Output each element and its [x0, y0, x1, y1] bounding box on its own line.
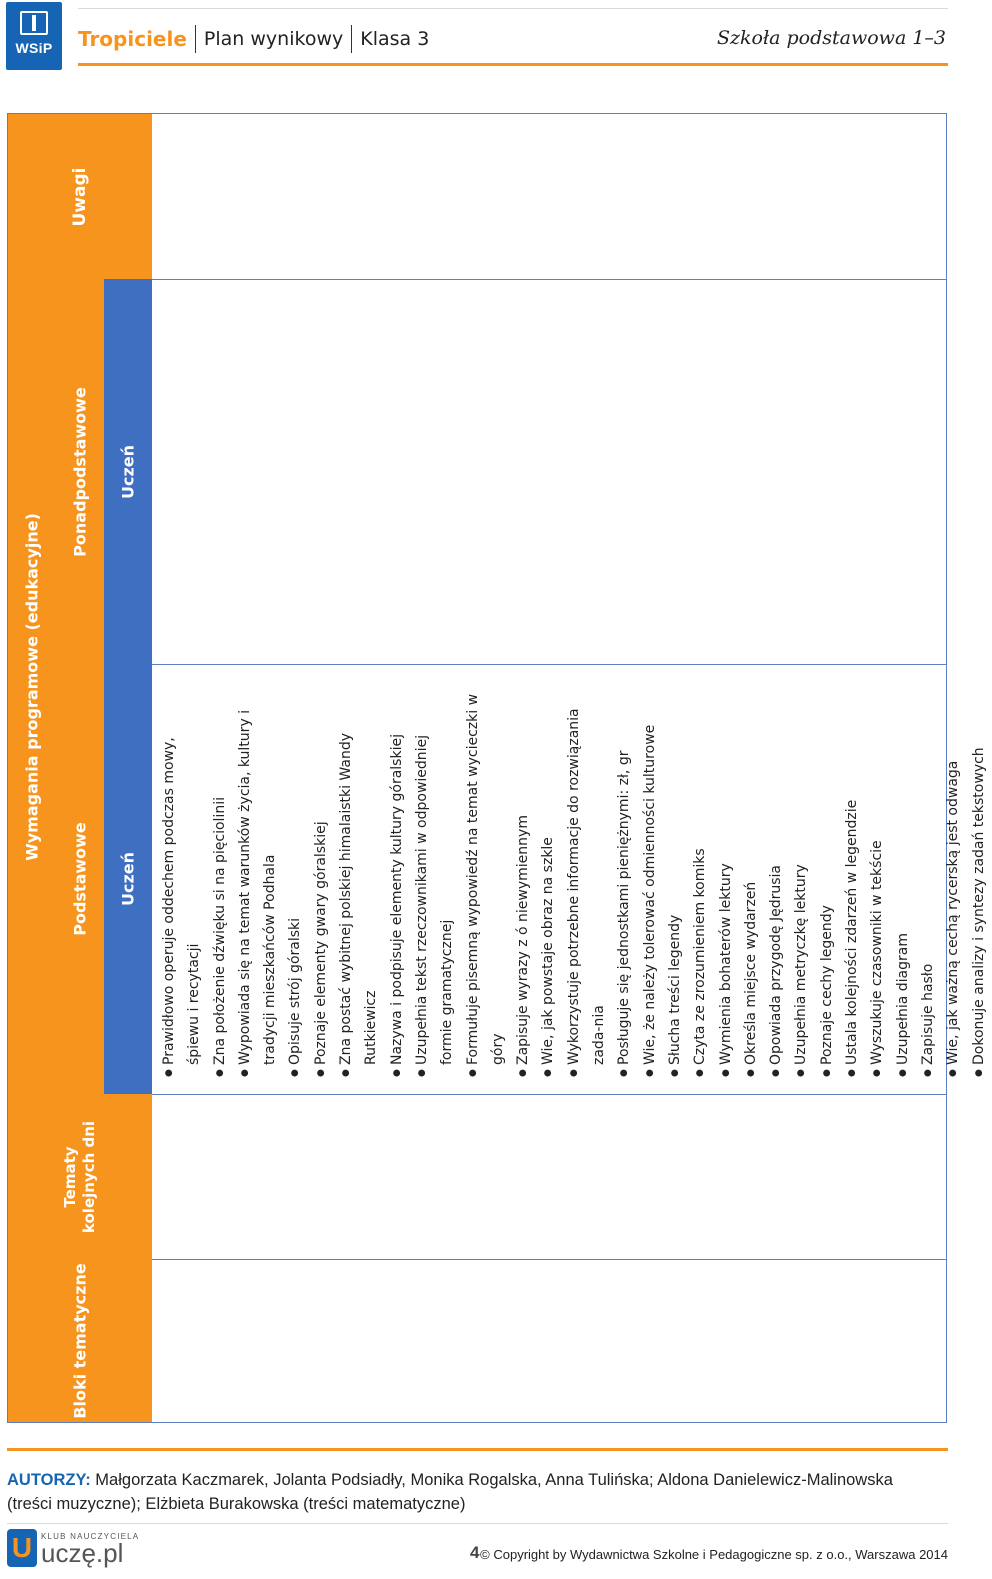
list-item: ● Zna postać wybitnej polskiej himalaistki Wandy Rutkiewicz [334, 687, 385, 1077]
list-item: ● Czyta ze zrozumieniem komiks [688, 687, 713, 1077]
list-item: ● Określa miejsce wydarzeń [739, 687, 764, 1077]
row-divider [152, 1259, 947, 1260]
list-item: ● Wypowiada się na temat warunków życia, kultury i tradycji mieszkańców Podhala [233, 687, 284, 1077]
list-item: ● Uzupełnia diagram [891, 687, 916, 1077]
u-logo-icon: U [7, 1529, 37, 1567]
list-item: ● Wyszukuje czasowniki w tekście [865, 687, 890, 1077]
list-item: ● Uzupełnia tekst rzeczownikami w odpowiedniej formie gramatycznej [410, 687, 461, 1077]
header-podstawowe-label: Podstawowe [70, 822, 90, 936]
list-item: ● Dokonuje analizy i syntezy zadań tekstowych [967, 687, 992, 1077]
klub-big: uczę.pl [41, 1537, 124, 1568]
header-uczen-ponad-label: Uczeń [118, 444, 138, 499]
footer-rule-thin [7, 1523, 948, 1524]
list-item: ● Słucha treści legendy [663, 687, 688, 1077]
class-label: Klasa 3 [360, 28, 430, 50]
footer-rule [7, 1448, 948, 1451]
list-item: ● Nazywa i podpisuje elementy kultury góralskiej [385, 687, 410, 1077]
header-uczen-podst-label: Uczeń [118, 851, 138, 907]
list-item: ● Posługuje się jednostkami pieniężnymi: zł, gr [612, 687, 637, 1077]
row-divider [152, 1094, 947, 1095]
logo-text: WSiP [15, 40, 53, 56]
list-item: ● Zna położenie dźwięku si na pięciolinii [208, 687, 233, 1077]
brand-name: Tropiciele [78, 27, 187, 51]
header-ponadpodstawowe-label: Ponadpodstawowe [70, 386, 90, 557]
header-bloki [8, 1259, 152, 1422]
list-item: ● Formułuje pisemną wypowiedź na temat wycieczki w góry [461, 687, 512, 1077]
divider [351, 25, 352, 53]
document-subtitle: Plan wynikowy [203, 28, 344, 50]
list-item: ● Ustala kolejności zdarzeń w legendzie [840, 687, 865, 1077]
divider [195, 25, 196, 53]
list-item: ● Wymienia bohaterów lektury [714, 687, 739, 1077]
header-title [78, 25, 429, 53]
header-wymagania-label: Wymagania programowe (edukacyjne) [22, 512, 42, 861]
book-icon [20, 11, 48, 35]
list-item: ● Poznaje elementy gwary góralskiej [309, 687, 334, 1077]
list-item: ● Wie, jak ważną cechą rycerską jest odwaga [941, 687, 966, 1077]
wsip-logo [6, 2, 62, 70]
list-item: ● Wykorzystuje potrzebne informacje do rozwiązania zada-nia [562, 687, 613, 1077]
authors [7, 1468, 937, 1516]
list-item: ● Wie, że należy tolerować odmienności kulturowe [638, 687, 663, 1077]
list-item: ● Uzupełnia metryczkę lektury [789, 687, 814, 1077]
list-item: ● Zapisuje wyrazy z ó niewymiennym [511, 687, 536, 1077]
header-uczen-ponad [104, 279, 152, 664]
row-divider [152, 279, 947, 280]
header-uwagi [8, 114, 152, 279]
authors-text: Małgorzata Kaczmarek, Jolanta Podsiadły, Monika Rogalska, Anna Tulińska; Aldona Danielewicz-Malinowska (treści muzyczne); Elżbieta Burakowska (treści matematyczne) [7, 1471, 893, 1513]
header-uwagi-label: Uwagi [70, 167, 90, 226]
page-number: 4 [470, 1543, 480, 1562]
header-tematy [8, 1094, 152, 1259]
copyright: © Copyright by Wydawnictwa Szkolne i Pedagogiczne sp. z o.o., Warszawa 2014 [480, 1547, 948, 1562]
list-item: ● Opisuje strój góralski [283, 687, 308, 1077]
header-top-rule [78, 8, 948, 9]
header-uczen-podst [104, 664, 152, 1094]
klub-nauczyciela-logo[interactable] [7, 1526, 139, 1570]
authors-label: AUTORZY: [7, 1471, 91, 1489]
list-item: ● Poznaje cechy legendy [815, 687, 840, 1077]
list-item: ● Opowiada przygodę Jędrusia [764, 687, 789, 1077]
header-podstawowe [56, 664, 104, 1094]
list-item: ● Prawidłowo operuje oddechem podczas mowy, śpiewu i recytacji [157, 687, 208, 1077]
header-bottom-rule [78, 63, 948, 66]
header-wymagania [8, 279, 56, 1094]
row-divider [152, 664, 947, 665]
header-ponadpodstawowe [56, 279, 104, 664]
list-item: ● Zapisuje hasło [916, 687, 941, 1077]
podstawowe-list-container [157, 687, 987, 1077]
school-level: Szkoła podstawowa 1–3 [717, 27, 946, 49]
klub-small: KLUB NAUCZYCIELA [41, 1531, 140, 1541]
header-bloki-label: Bloki tematyczne [70, 1262, 90, 1419]
header-tematy-label: Tematy kolejnych dni [61, 1120, 98, 1233]
podstawowe-list [157, 687, 992, 1077]
list-item: ● Wie, jak powstaje obraz na szkle [536, 687, 561, 1077]
